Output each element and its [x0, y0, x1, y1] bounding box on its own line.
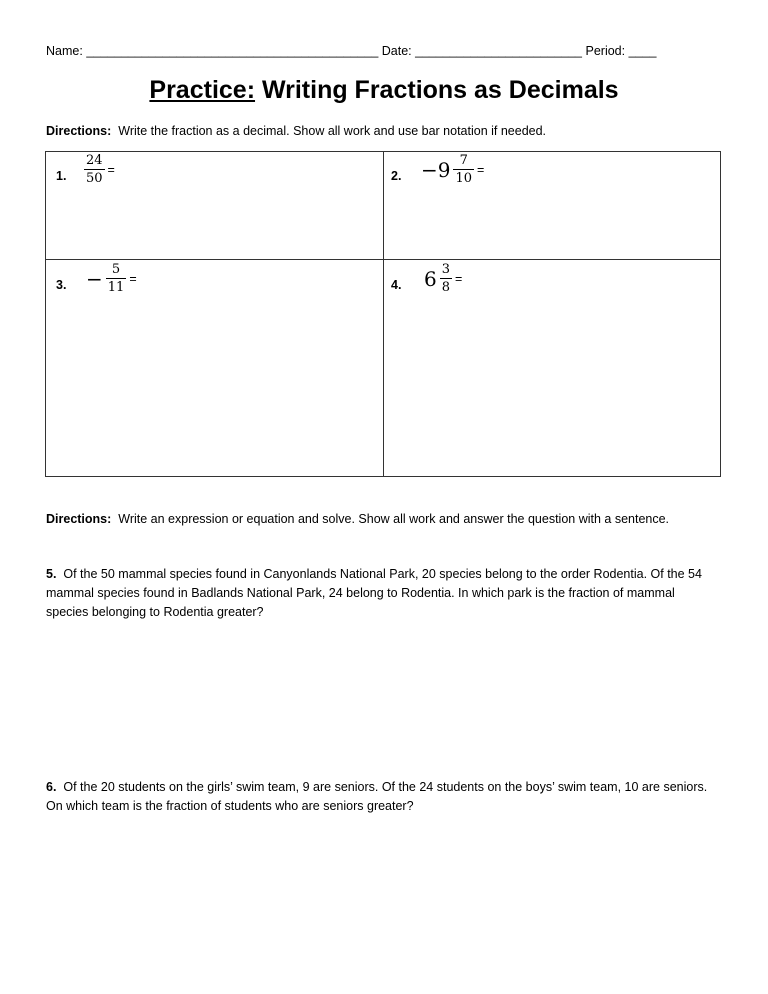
problem-3-numerator: 5	[111, 262, 121, 277]
word-problem-6	[46, 778, 716, 816]
fraction-bar	[84, 169, 105, 170]
directions-2-text: Write an expression or equation and solve. Show all work and answer the question with a sentence.	[118, 512, 670, 526]
problem-grid	[45, 151, 721, 477]
problem-1-numerator: 24	[86, 153, 103, 168]
directions-1-text: Write the fraction as a decimal. Show all work and use bar notation if needed.	[118, 124, 547, 138]
problem-3-denominator: 11	[107, 280, 125, 295]
problem-2-expression	[421, 153, 484, 186]
problem-4-whole: 6	[424, 266, 437, 291]
problem-3-number: 3.	[56, 278, 67, 292]
problem-2-number: 2.	[391, 169, 402, 183]
grid-vertical-divider	[383, 152, 384, 476]
date-blank[interactable]: ________________________	[415, 44, 583, 58]
problem-4-fraction	[440, 262, 452, 295]
page-title	[0, 76, 768, 105]
word-problem-5-number: 5.	[46, 567, 57, 581]
problem-1-fraction	[84, 153, 105, 186]
word-problem-5	[46, 565, 716, 622]
period-label: Period:	[585, 44, 626, 58]
problem-4-number: 4.	[391, 278, 402, 292]
directions-2	[46, 510, 726, 529]
name-blank[interactable]: __________________________________________	[86, 44, 379, 58]
problem-2-fraction	[453, 153, 474, 186]
problem-4-numerator: 3	[441, 262, 451, 277]
period-blank[interactable]: ____	[628, 44, 657, 58]
problem-4-denominator: 8	[441, 280, 451, 295]
problem-2-equals: =	[477, 162, 485, 177]
problem-4-expression	[424, 262, 462, 295]
problem-2-whole: −9	[421, 157, 451, 182]
problem-1-denominator: 50	[86, 171, 103, 186]
problem-1-number: 1.	[56, 169, 67, 183]
name-label: Name:	[46, 44, 83, 58]
title-underlined: Practice:	[149, 76, 256, 104]
fraction-bar	[106, 278, 127, 279]
header-line	[46, 44, 726, 58]
grid-horizontal-divider	[46, 259, 720, 260]
word-problem-6-text: Of the 20 students on the girls’ swim team, 9 are seniors. Of the 24 students on the boys’ swim team, 10 are seniors. On which team is the fraction of students who are seniors greater?	[46, 780, 708, 813]
title-rest: Writing Fractions as Decimals	[255, 76, 619, 104]
fraction-bar	[453, 169, 474, 170]
problem-4-equals: =	[455, 271, 463, 286]
directions-2-label: Directions:	[46, 512, 112, 526]
date-label: Date:	[381, 44, 412, 58]
word-problem-6-number: 6.	[46, 780, 57, 794]
problem-3-equals: =	[129, 271, 137, 286]
problem-1-equals: =	[107, 162, 115, 177]
fraction-bar	[440, 278, 452, 279]
word-problem-5-text: Of the 50 mammal species found in Canyonlands National Park, 20 species belong to the order Rodentia. Of the 54 mammal species found in Badlands National Park, 24 belong to Rodentia. In which park is the fraction of mammal species belonging to Rodentia greater?	[46, 567, 702, 619]
problem-2-denominator: 10	[455, 171, 473, 186]
problem-3-fraction	[106, 262, 127, 295]
directions-1	[46, 122, 726, 141]
problem-2-numerator: 7	[459, 153, 468, 168]
directions-1-label: Directions:	[46, 124, 112, 138]
problem-1-expression	[84, 153, 115, 186]
problem-3-sign: −	[86, 266, 103, 291]
problem-3-expression	[86, 262, 137, 295]
